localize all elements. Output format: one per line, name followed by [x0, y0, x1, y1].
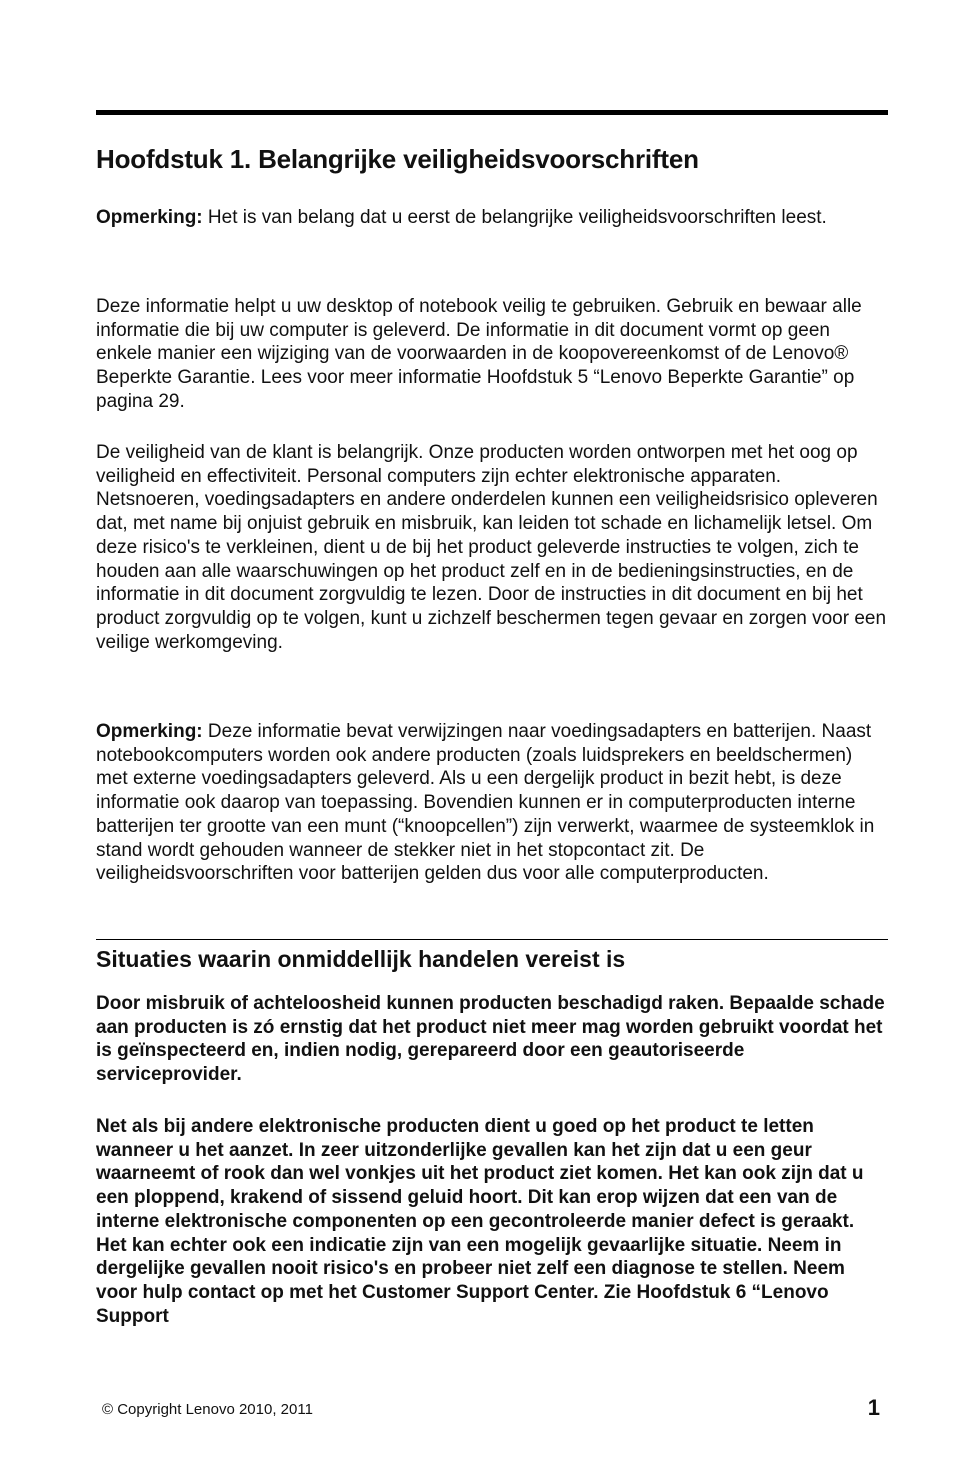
chapter-top-rule: [96, 110, 888, 115]
warning-paragraph-1: Door misbruik of achteloosheid kunnen producten beschadigd raken. Bepaalde schade aan producten is zó ernstig dat het product niet meer mag worden gebruikt voordat het is geïnspecteerd en, indien nodig, gerepareerd door een geautoriseerde serviceprovider.: [96, 993, 885, 1086]
page-number: 1: [867, 1395, 880, 1420]
note-label: Opmerking:: [96, 721, 203, 742]
safety-paragraph: De veiligheid van de klant is belangrijk. Onze producten worden ontworpen met het oog op veiligheid en effectiviteit. Personal computers zijn echter elektronische apparaten. Netsnoeren, voedingsadapters en andere onderdelen kunnen een veiligheidsrisico opleveren dat, met name bij onjuist gebruik en misbruik, kan leiden tot schade en lichamelijk letsel. Om deze risico's te verkleinen, dient u de bij het product geleverde instructies te volgen, zich te houden aan alle waarschuwingen op het product zelf en in de bedieningsinstructies, en de informatie in dit document zorgvuldig te lezen. Door de instructies in dit document en bij het product zorgvuldig op te volgen, kunt u zichzelf beschermen tegen gevaar en zorgen voor een veilige werkomgeving.: [96, 442, 887, 653]
chapter-title: Hoofdstuk 1. Belangrijke veiligheidsvoorschriften: [96, 144, 699, 174]
note-text: Deze informatie bevat verwijzingen naar voedingsadapters en batterijen. Naast notebookcomputers worden ook andere producten (zoals luidsprekers en beeldschermen) met externe voedingsadapters geleverd. Als u een dergelijk product in bezit hebt, is deze informatie ook daarop van toepassing. Bovendien kunnen er in computerproducten interne batterijen ter grootte van een munt (“knoopcellen”) zijn verwerkt, waarmee de systeemklok in stand wordt gehouden wanneer de stekker niet in het stopcontact zit. De veiligheidsvoorschriften voor batterijen gelden dus voor alle computerproducten.: [96, 721, 875, 885]
note-text: Het is van belang dat u eerst de belangrijke veiligheidsvoorschriften leest.: [202, 207, 827, 228]
warning-paragraph-2: Net als bij andere elektronische producten dient u goed op het product te letten wanneer u het aanzet. In zeer uitzonderlijke gevallen kan het zijn dat u een geur waarneemt of rook dan wel vonkjes uit het product ziet komen. Het kan ook zijn dat u een ploppend, krakend of sissend geluid hoort. Dit kan erop wijzen dat een van de interne elektronische componenten op een gecontroleerde manier defect is geraakt. Het kan echter ook een indicatie zijn van een mogelijk gevaarlijke situatie. Neem in dergelijke gevallen nooit risico's en probeer niet zelf een diagnose te stellen. Neem voor hulp contact op met het Customer Support Center. Zie Hoofdstuk 6 “Lenovo Support: [96, 1116, 864, 1327]
note-paragraph-2: [96, 720, 888, 886]
note-paragraph-1: [96, 206, 888, 230]
note-label: Opmerking:: [96, 207, 203, 228]
section-title: Situaties waarin onmiddellijk handelen vereist is: [96, 946, 626, 972]
footer-copyright: © Copyright Lenovo 2010, 2011: [102, 1401, 313, 1418]
section-rule: [96, 939, 888, 940]
intro-paragraph: Deze informatie helpt u uw desktop of notebook veilig te gebruiken. Gebruik en bewaar alle informatie die bij uw computer is geleverd. De informatie in dit document vormt op geen enkele manier een wijziging van de voorwaarden in de koopovereenkomst of de Lenovo® Beperkte Garantie. Lees voor meer informatie Hoofdstuk 5 “Lenovo Beperkte Garantie” op pagina 29.: [96, 296, 862, 412]
